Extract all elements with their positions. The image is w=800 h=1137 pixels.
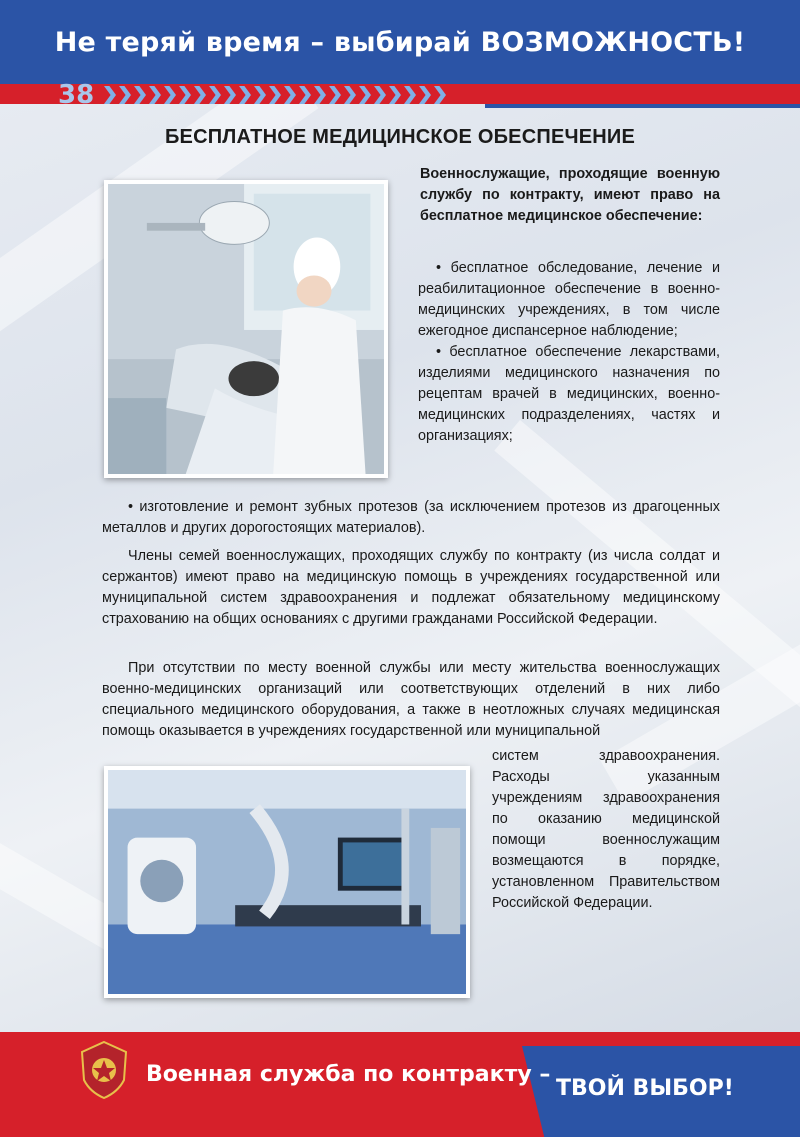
header-blue-line xyxy=(485,104,800,108)
chevron-decoration xyxy=(104,86,446,104)
operating-room-photo xyxy=(104,766,470,998)
lead-paragraph: Военнослужащие, проходящие военную службу по контракту, имеют право на бесплатное медицинское обеспечение: xyxy=(420,166,720,224)
dentist-photo xyxy=(104,180,388,478)
bullet-list-right xyxy=(418,258,720,447)
header-bar xyxy=(0,0,800,84)
bullet-list-wide xyxy=(102,497,720,539)
absence-paragraph: При отсутствии по месту военной службы или месту жительства военнослужащих военно-медицинских организаций или соответствующих отделений в них либо специального медицинского оборудования, а также в неотложных случаях медицинская помощь оказывается в учреждениях государственной или муниципальной xyxy=(102,660,720,739)
footer-slogan: Военная служба по контракту – xyxy=(146,1062,551,1087)
section-title: БЕСПЛАТНОЕ МЕДИЦИНСКОЕ ОБЕСПЕЧЕНИЕ xyxy=(164,126,636,148)
family-paragraph: Члены семей военнослужащих, проходящих службу по контракту (из числа солдат и сержантов) имеют право на медицинскую помощь в учреждениях государственной или муниципальной систем здравоохранения и подлежат обязательному медицинскому страхованию на общих основаниях с другими гражданами Российской Федерации. xyxy=(102,548,720,627)
emblem-icon xyxy=(78,1040,130,1100)
header-title: Не теряй время – выбирай ВОЗМОЖНОСТЬ! xyxy=(54,26,746,58)
bullet-item: • изготовление и ремонт зубных протезов (за исключением протезов из драгоценных металлов и других дорогостоящих материалов). xyxy=(102,499,720,536)
footer-choice: ТВОЙ ВЫБОР! xyxy=(556,1076,734,1101)
bullet-item: • бесплатное обследование, лечение и реабилитационное обеспечение в военно-медицинских учреждениях, в том числе ежегодное диспансерное наблюдение; xyxy=(418,260,720,339)
page-number: 38 xyxy=(58,80,95,110)
bullet-item: • бесплатное обеспечение лекарствами, изделиями медицинского назначения по рецептам врачей в медицинских, военно-медицинских подразделениях, частях и организациях; xyxy=(418,344,720,444)
absence-paragraph-continued: систем здравоохранения. Расходы указанным учреждениям здравоохранения по оказанию медицинской помощи военнослужащим возмещаются в порядке, установленном Правительством Российской Федерации. xyxy=(492,748,720,911)
